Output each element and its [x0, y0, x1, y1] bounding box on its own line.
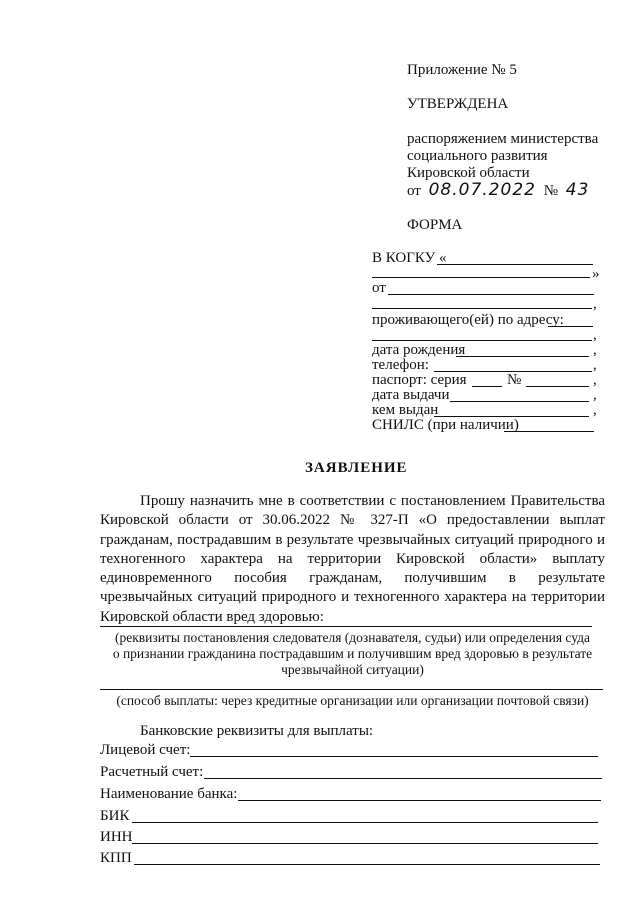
bik-line[interactable] [132, 822, 598, 823]
number-sign: № [543, 183, 559, 199]
address-label: проживающего(ей) по адресу: [372, 312, 564, 328]
resolution-caption [100, 630, 605, 678]
issue-date-label: дата выдачи [372, 387, 450, 403]
applicant-name-line[interactable] [388, 294, 594, 295]
resolution-caption-line-3: чрезвычайной ситуации) [281, 662, 424, 677]
approval-line-3: Кировской области [407, 165, 530, 181]
payment-method-caption: (способ выплаты: через кредитные организации или организации почтовой связи) [116, 693, 589, 708]
resolution-details-line[interactable] [100, 626, 592, 627]
bank-name-line[interactable] [238, 800, 601, 801]
personal-account-line[interactable] [190, 756, 598, 757]
phone-label: телефон: [372, 357, 429, 373]
inn-label: ИНН [100, 829, 133, 845]
address-line-1[interactable] [548, 326, 593, 327]
approved-label: УТВЕРЖДЕНА [407, 96, 509, 112]
comma-3: , [593, 342, 597, 358]
passport-series-line[interactable] [472, 386, 502, 387]
bank-heading: Банковские реквизиты для выплаты: [140, 723, 374, 739]
approval-line-1: распоряжением министерства [407, 131, 599, 147]
settlement-account-line[interactable] [204, 778, 602, 779]
statement-body: Прошу назначить мне в соответствии с постановлением Правительства Кировской области от 30.06.2022 № 327-П «О предоставлении выплат гражданам, пострадавшим в результате чрезвычайных ситуаций природного и техногенного характера на территории Кировской области» выплату единовременного пособия гражданам, получившим в результате чрезвычайных ситуаций природного и техногенного характера на территории Кировской области вред здоровью: [100, 493, 605, 625]
organization-field-line-1[interactable] [437, 264, 593, 265]
passport-number-line[interactable] [526, 386, 589, 387]
birth-date-line[interactable] [456, 356, 589, 357]
inn-line[interactable] [132, 843, 598, 844]
close-quote: » [592, 266, 600, 282]
handwritten-date: 08.07.2022 [428, 180, 536, 200]
comma-4: , [593, 357, 597, 373]
issued-by-label: кем выдан [372, 402, 439, 418]
approval-line-2: социального развития [407, 148, 548, 164]
comma-5: , [593, 372, 597, 388]
statement-title: ЗАЯВЛЕНИЕ [305, 460, 408, 476]
form-label: ФОРМА [407, 217, 463, 233]
bank-name-label: Наименование банка: [100, 786, 238, 802]
handwritten-number: 43 [565, 180, 590, 200]
from-label: от [372, 280, 386, 296]
payment-method-line[interactable] [100, 689, 603, 690]
passport-number-sign: № [507, 372, 522, 388]
comma-7: , [593, 402, 597, 418]
address-line-2[interactable] [372, 340, 592, 341]
to-organization-label: В КОГКУ « [372, 250, 447, 266]
resolution-caption-line-2: о признании гражданина пострадавшим и получившим вред здоровью в результате [112, 646, 593, 661]
comma-6: , [593, 387, 597, 403]
kpp-line[interactable] [134, 864, 600, 865]
bik-label: БИК [100, 808, 130, 824]
comma-1: , [593, 296, 597, 312]
birth-date-label: дата рождения [372, 342, 466, 358]
approval-date-row [407, 182, 589, 200]
organization-field-line-2[interactable] [372, 277, 590, 278]
kpp-label: КПП [100, 850, 132, 866]
passport-series-label: паспорт: серия [372, 372, 467, 388]
snils-label: СНИЛС (при наличии) [372, 417, 519, 433]
comma-2: , [593, 327, 597, 343]
resolution-caption-line-1: (реквизиты постановления следователя (дознавателя, судьи) или определения суда [114, 630, 591, 645]
snils-line[interactable] [504, 431, 594, 432]
date-prefix: от [407, 183, 421, 199]
applicant-name-line-2[interactable] [372, 308, 592, 309]
settlement-account-label: Расчетный счет: [100, 764, 204, 780]
issue-date-line[interactable] [450, 401, 589, 402]
appendix-label: Приложение № 5 [407, 62, 517, 78]
personal-account-label: Лицевой счет: [100, 742, 191, 758]
